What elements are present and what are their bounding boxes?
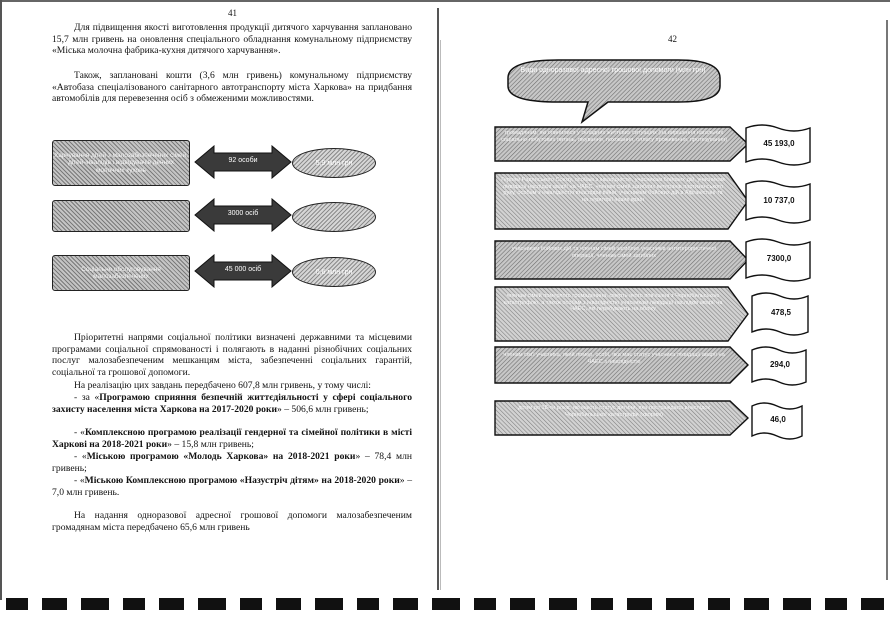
scan-dash xyxy=(666,598,694,610)
scan-dash xyxy=(627,598,652,610)
list-item-program-3: - «Міською програмою «Молодь Харкова» на 2018-2021 роки» – 78,4 млн гривень; xyxy=(52,451,412,474)
paragraph-dairy-kitchen: Для підвищення якості виготовлення продукції дитячого харчування заплановано 15,7 млн гривень на оновлення спеціального обладнання комунальному підприємству «Міська молочна фабрика-кухня дитячого харчування». xyxy=(52,22,412,57)
diagram-box-2 xyxy=(52,200,190,232)
aid-row-value-3: 7300,0 xyxy=(766,254,792,263)
scan-dash xyxy=(510,598,535,610)
page-number-left: 41 xyxy=(228,8,237,18)
scan-bottom-dashes xyxy=(0,598,890,612)
scan-dash xyxy=(6,598,28,610)
scan-dash xyxy=(744,598,769,610)
scan-dash xyxy=(357,598,379,610)
aid-row-value-6: 46,0 xyxy=(770,415,786,424)
paragraph-one-time-aid: На надання одноразової адресної грошової допомоги малозабезпеченим громадянам міста передбачено 65,6 млн гривень xyxy=(52,510,412,533)
scan-dash xyxy=(276,598,301,610)
bubble-title-text: Види одноразової адресної грошової допомоги (млн грн) xyxy=(520,67,706,74)
scan-dash xyxy=(783,598,811,610)
scan-dash xyxy=(159,598,184,610)
list-item-program-1: - за «Програмою сприяння безпечній життєдіяльності у сфері соціального захисту населення міста Харкова на 2017-2020 роки» – 506,6 млн гривень; xyxy=(52,392,412,415)
paragraph-autobase: Також, заплановані кошти (3,6 млн гривень) комунальному підприємству «Автобаза спеціалізованого санітарного автотранспорту міста Харкова» на придбання автомобілів для перевезення осіб з обмеженими можливостями. xyxy=(52,70,412,105)
diagram-oval-2 xyxy=(292,202,376,232)
paragraph-funding-total: На реалізацію цих завдань передбачено 607,8 млн гривень, у тому числі: xyxy=(74,380,371,391)
aid-row-text-3: учасникам бойових дій та членам сімей загиблих учасників антитерористичної операції, членам сімей загиблих xyxy=(511,246,717,259)
aid-row-text-5: членам сім'ї учасника, який помер, особі, яка має статус учасника ліквідації аварії на ЧАЕС з інвалідністю xyxy=(503,352,725,365)
diagram-box-1: Харчування дітей з малозабезпечених сімей, дітей-інвалідів і відвідувачів денних молочних кухонь xyxy=(52,140,190,186)
scan-dash xyxy=(708,598,730,610)
aid-row-text-6: дітям до 18-ти років, які мають статус дитини, яка постраждала внаслідок Чорнобильської катастрофи (хворим) xyxy=(518,405,710,418)
aid-row-value-2: 10 737,0 xyxy=(763,196,795,205)
aid-row-value-1: 45 193,0 xyxy=(763,139,795,148)
scan-dash xyxy=(315,598,343,610)
scan-dash xyxy=(825,598,847,610)
scan-dash xyxy=(591,598,613,610)
page-number-right: 42 xyxy=(668,34,677,44)
arrow-label-2: 3000 осіб xyxy=(227,210,259,217)
aid-row-value-5: 294,0 xyxy=(769,360,791,369)
scan-dash xyxy=(198,598,226,610)
scan-dash xyxy=(474,598,496,610)
diagram-oval-3: 0,6 млн грн xyxy=(292,257,376,287)
left-page xyxy=(0,0,440,590)
list-item-program-4: - «Міською Комплексною програмою «Назустріч дітям» на 2018-2020 роки» – 7,0 млн гривень. xyxy=(52,475,413,498)
scan-dash xyxy=(42,598,67,610)
scan-dash xyxy=(240,598,262,610)
scan-dash xyxy=(549,598,577,610)
scan-dash xyxy=(393,598,418,610)
scan-dash xyxy=(861,598,884,610)
aid-row-text-1: громадянам, які опинилися у складних життєвих ситуаціях (на вирішення нагальних соціально-побутових питань, лікування, поховання, оплату проживання, протезування) xyxy=(501,130,727,143)
list-item-program-2: - «Комплексною програмою реалізації гендерної та сімейної політики в місті Харкові на 2018-2021 роки» – 15,8 млн гривень; xyxy=(52,427,413,450)
diagram-oval-1: 5,9 млн грн xyxy=(292,148,376,178)
aid-row-text-4: членам сімей померлого громадянина, смерть якого пов'язана з Чорнобильською катастрофою, а також особам з інвалідністю учасникам ліквідації наслідків аварії на ЧАЕС, які перебувають на обліку xyxy=(503,293,723,313)
diagram-box-3: Соціальне обслуговування малозабезпечених xyxy=(52,255,190,291)
arrow-label-3: 45 000 осіб xyxy=(224,266,262,273)
aid-row-value-4: 478,5 xyxy=(770,308,792,317)
scan-dash xyxy=(432,598,460,610)
right-page xyxy=(440,0,890,590)
aid-row-text-2: Героям Радянського Союзу, особам з інвалідністю, учасникам бойових дій, учасникам ліквідації наслідків аварії на ЧАЕС, членам сімей загиблих ветеранів партизанського руху, особам з інвалідністю внаслідок війни, учасникам бойових дій в Афганістані та на території інших країн xyxy=(501,177,725,203)
paragraph-priorities: Пріоритетні напрями соціальної політики визначені державними та місцевими програмами соціальної спрямованості і полягають в наданні різнобічних соціальних послуг малозабезпеченим мешканцям міста, забезпеченні соціальних гарантій, соціальної та грошової допомоги. xyxy=(52,332,412,378)
scan-dash xyxy=(81,598,109,610)
arrow-label-1: 92 особи xyxy=(228,157,258,164)
scan-dash xyxy=(123,598,145,610)
